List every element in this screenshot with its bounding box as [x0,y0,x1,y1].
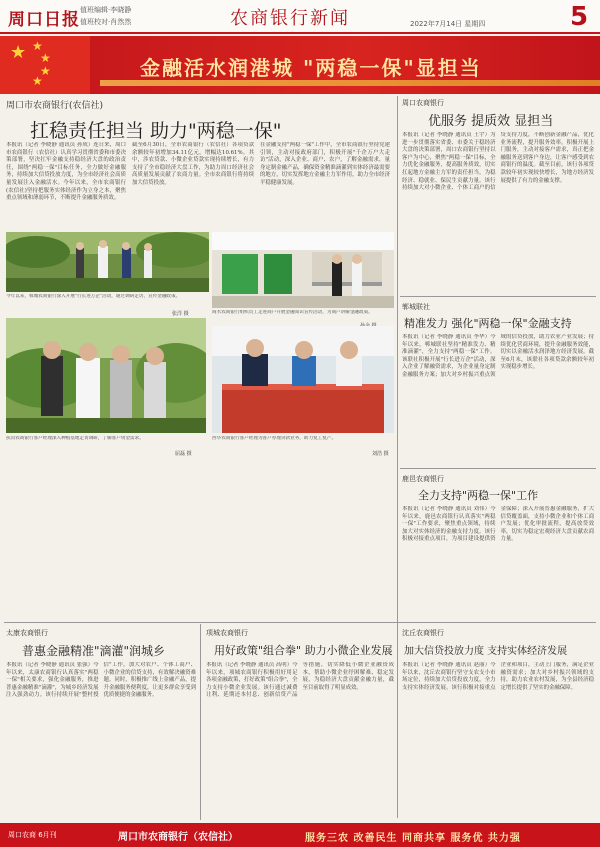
footer-bar [0,823,600,847]
footer-slogan: 服务三农 改善民生 同商共享 服务优 共力强 [305,833,521,844]
article1-dept: 周口市农商银行(农信社) [6,101,104,111]
flag-graphic [0,36,90,94]
divider-4 [200,624,201,820]
newspaper-logo: 周口日报 [8,10,80,30]
article1-body-col2: 截至6月30日，全市农商银行（农信社）各项贷款余额较年初增加34.11亿元，增幅达10.61%。其中，涉农贷款、小微企业贷款实现持续增长，有力支持了全市稳经济大盘工作，为助力周口经济社会高质量发展贡献了农商力量。全市农商银行将持续加大信贷投放。 [132,142,254,186]
divider-2 [400,468,596,469]
article2-body: 本报讯（记者 李晓静 通讯员 王宇）为进一步贯彻落实省委、市委关于稳经济大盘的决策部署，周口农商银行坚持以客户为中心，聚焦"两稳一保"目标，全力优化金融服务，提高服务质效，切实扛起地方金融主力军的责任担当，为稳经济、稳就业、保民生贡献力量。该行持续加大对小微企业、个体工商户的信贷支持力度，不断创新金融产品，优化业务流程，提升服务效率，积极开展上门服务，主动对接客户需求，真正把金融服务送到客户身边，让客户感受到农商银行的温度。截至目前，该行各项贷款较年初实现较快增长，为地方经济发展提供了有力的金融支撑。 [402,132,594,192]
page-number: 5 [570,2,589,32]
article3-dept: 郸城联社 [402,303,430,311]
editor-line: 值班编辑·李晓静 [80,6,132,14]
article7-headline: 加大信贷投放力度 支持实体经济发展 [404,646,568,657]
article4-dept: 鹿邑农商银行 [402,475,444,483]
masthead [0,0,600,34]
divider-3 [4,622,596,623]
article5-dept: 太康农商银行 [6,629,48,637]
star-icon: ★ [32,39,43,53]
issue-date: 2022年7月14日 星期四 [410,20,486,28]
article2-dept: 周口农商银行 [402,99,444,107]
column-divider [397,96,398,818]
article7-dept: 沈丘农商银行 [402,629,444,637]
article4-body: 本报讯（记者 李晓静 通讯员 刘伟）今年以来，鹿邑农商银行认真落实"两稳一保"工作要求，聚焦重点领域，持续加大对实体经济的金融支持力度。该行积极对接重点项目，为项目建设提供资金保障；深入开展普惠金融服务，扩大信贷覆盖面，支持小微企业和个体工商户发展；优化审批流程，提高放贷效率，切实为稳定宏观经济大盘贡献农商力量。 [402,506,594,543]
banner [0,36,600,94]
star-icon: ★ [32,74,43,88]
article6-body: 本报讯（记者 李晓静 通讯员 高明）今年以来，项城农商银行积极用好用足各项金融政策，打好政策"组合拳"，全力支持小微企业发展。该行通过减费让利、延期还本付息、创新信贷产品等措施，切实降低小微企业融资成本，帮助小微企业纾困解难、稳定发展，为稳经济大盘贡献金融力量，截至目前取得了明显成效。 [206,662,394,699]
banner-headline: 金融活水润港城 "两稳一保"显担当 [140,56,482,80]
photo-greenhouse [6,232,209,292]
article5-body: 本报讯（记者 李晓静 通讯员 张强）今年以来，太康农商银行认真落实"两稳一保"相关要求，强化金融服务，推进普惠金融精准"滴灌"，为城乡经济发展注入强劲动力。该行持续开展"整村授信"工作，加大对农户、个体工商户、小微企业的信贷支持，有效解决融资难题。同时，积极推广线上金融产品，提升金融服务便利度，让更多群众享受到优质便捷的金融服务。 [6,662,196,699]
divider-1 [400,296,596,297]
photo-field-visit [6,318,206,433]
article1-headline: 扛稳责任担当 助力"两稳一保" [30,120,282,142]
photo-office [212,232,394,308]
footer-logo: 周口市农商银行（农信社） [118,832,238,843]
article2-headline: 优服务 提质效 显担当 [428,114,554,129]
footer-left: 周口农商 6月刊 [8,831,57,839]
star-icon: ★ [40,51,51,65]
photo-greenhouse-author: 张洋 摄 [172,311,189,317]
article7-body: 本报讯（记者 李晓静 通讯员 赵丽）今年以来，沈丘农商银行坚守支农支小市场定位，持续加大信贷投放力度，全力支持实体经济发展。该行积极对接重点企业和项目，主动上门服务，满足企业融资需求；加大对乡村振兴领域的支持，助力农业农村发展，为全县经济稳定增长提供了坚实的金融保障。 [402,662,594,691]
article6-headline: 用好政策"组合拳" 助力小微企业发展 [214,644,393,657]
photo-greenhouse-caption: 今年以来，郸城农商银行深入开展"行长进万企"活动，通过调研走访，宣传金融政策。 [6,294,181,299]
photo-office-caption: 商水农商银行组织员工走进商户开展金融知识宣传活动，为商户讲解金融政策。 [212,310,373,315]
article1-body-col1: 本报讯（记者 李晓静 通讯员 孙成）连日来，周口市农商银行（农信社）认真学习贯彻省委和市委决策部署，坚决扛牢金融支持稳经济大盘的政治责任，围绕"两稳一保"目标任务，全力做好金融服务，持续加大信贷投放力度，为全市经济社会高质量发展注入金融活水。今年以来，全市农商银行(农信社)坚持把服务实体经济作为立身之本，聚焦重点领域和薄弱环节，不断提升金融服务质效。 [6,142,126,202]
article3-headline: 精准发力 强化"两稳一保"金融支持 [404,317,572,330]
photo-field-author: 屈磊 摄 [175,451,192,457]
article1-body-col3: 在金融支持"两稳一保"工作中，全市农商银行坚持党建引领，主动对接政府部门，积极开展"千企万户大走访"活动，深入企业、商户、农户，了解金融需求，量身定制金融产品，确保资金精准滴灌到实体经济最需要的地方，切实发挥地方金融主力军作用，助力全市经济平稳健康发展。 [260,142,390,186]
photo-field-caption: 扶沟农商银行客户经理深入种植基地走访调研，了解客户资金需求。 [6,436,144,441]
photo-bank-author: 刘浩 摄 [372,451,389,457]
section-title: 农商银行新闻 [230,8,350,29]
photo-bank-caption: 西华农商银行客户经理为客户办理贷款业务，助力复工复产。 [212,436,337,441]
article6-dept: 项城农商银行 [206,629,248,637]
star-icon: ★ [40,64,51,78]
photo-bank-counter [212,326,394,433]
article5-headline: 普惠金融精准"滴灌"润城乡 [22,644,166,658]
article3-body: 本报讯（记者 李晓静 通讯员 李华）今年以来，郸城联社坚持"精准发力、精准滴灌"，全力支持"两稳一保"工作。该联社积极开展"行长进万企"活动，深入企业了解融资需求，为企业量身定制金融服务方案；加大对乡村振兴重点领域的信贷投放，助力农业产业发展；持续优化营商环境，提升金融服务效能，切实以金融活水润泽地方经济发展。截至6月末，该联社各项贷款余额较年初实现稳步增长。 [402,334,594,378]
proofreader-line: 值班校对·肖然然 [80,18,132,26]
star-icon: ★ [10,42,27,63]
article4-headline: 全力支持"两稳一保"工作 [418,489,539,502]
